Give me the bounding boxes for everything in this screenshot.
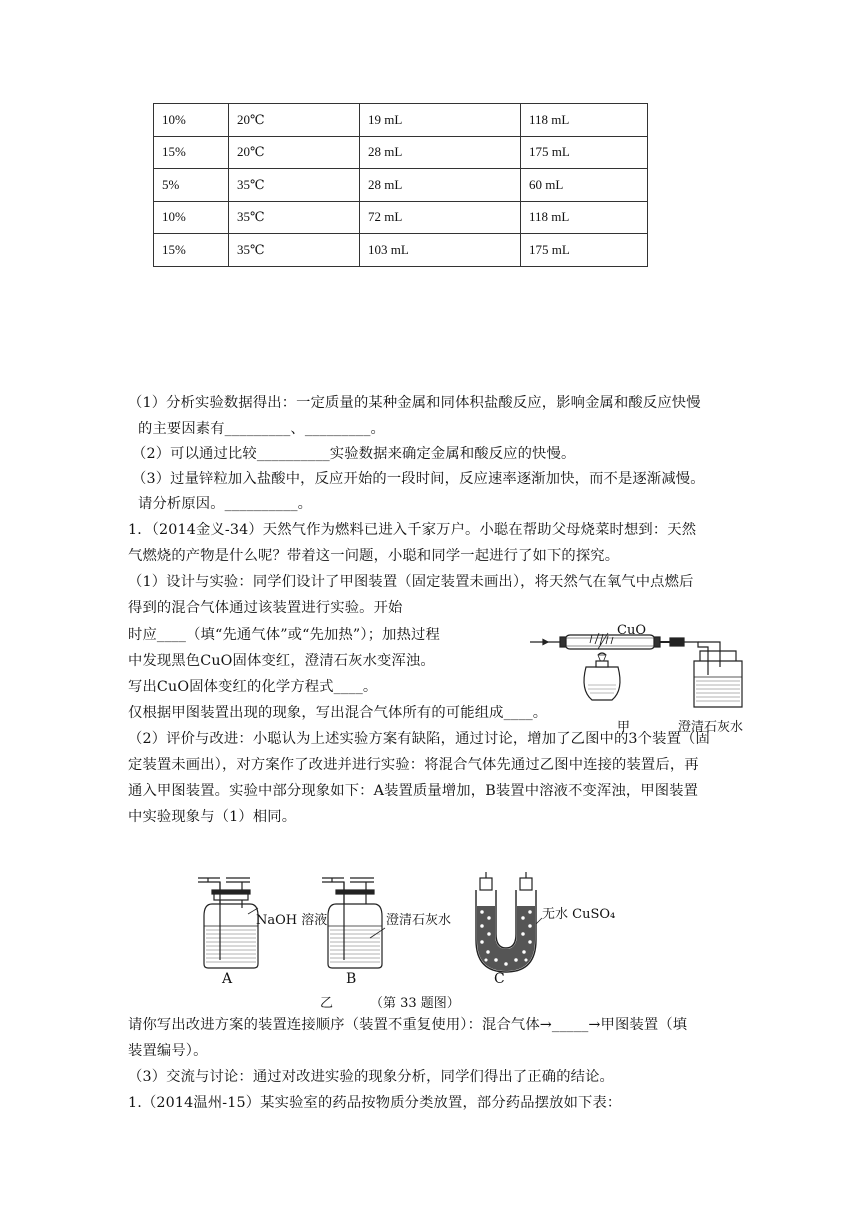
cuso4-label: 无水 CuSO₄ bbox=[542, 907, 616, 922]
table-row bbox=[154, 136, 648, 169]
bottle-b-reagent-label: 澄清石灰水 bbox=[386, 913, 452, 928]
table-cell: 118 mL bbox=[521, 104, 648, 137]
alcohol-lamp bbox=[584, 667, 620, 700]
figure-jia-caption: 甲 bbox=[617, 720, 631, 735]
table-cell: 35℃ bbox=[229, 201, 360, 234]
table-cell: 175 mL bbox=[521, 136, 648, 169]
device-b-label: B bbox=[346, 971, 357, 987]
table-cell: 28 mL bbox=[360, 169, 521, 202]
device-a-label: A bbox=[222, 971, 233, 987]
bottle-a bbox=[198, 878, 258, 968]
device-c-label: C bbox=[494, 971, 505, 987]
question-heading: 1．（2014金义-34）天然气作为燃料已进入千家万户。小聪在帮助父母烧菜时想到：天然 bbox=[128, 522, 697, 538]
table-cell: 118 mL bbox=[521, 201, 648, 234]
paragraph-line: 仅根据甲图装置出现的现象，写出混合气体所有的可能组成____。 bbox=[128, 705, 548, 721]
table-cell: 72 mL bbox=[360, 201, 521, 234]
inlet-arrow-head bbox=[543, 640, 548, 645]
paragraph-line: （3）交流与讨论：通过对改进实验的现象分析，同学们得出了正确的结论。 bbox=[128, 1069, 614, 1085]
table-cell: 20℃ bbox=[229, 136, 360, 169]
paragraph-line: （1）设计与实验：同学们设计了甲图装置（固定装置未画出），将天然气在氧气中点燃后 bbox=[128, 574, 694, 590]
paragraph-line: 装置编号）。 bbox=[128, 1043, 208, 1059]
table-cell: 15% bbox=[154, 234, 229, 267]
paragraph-line: 请分析原因。__________。 bbox=[138, 496, 313, 512]
paragraph-line: 得到的混合气体通过该装置进行实验。开始 bbox=[128, 600, 403, 616]
table-row bbox=[154, 169, 648, 202]
paragraph-line: 气燃烧的产物是什么呢？带着这一问题，小聪和同学一起进行了如下的探究。 bbox=[128, 548, 620, 564]
lime-water-label: 澄清石灰水 bbox=[678, 720, 744, 735]
table-cell: 10% bbox=[154, 104, 229, 137]
paragraph-line: （2）评价与改进：小聪认为上述实验方案有缺陷，通过讨论，增加了乙图中的3个装置（固 bbox=[128, 731, 710, 747]
paragraph-line: （1）分析实验数据得出：一定质量的某种金属和同体积盐酸反应，影响金属和酸反应快慢 bbox=[128, 395, 701, 411]
bottle-b bbox=[322, 878, 385, 968]
figure-number-caption: （第 33 题图） bbox=[370, 996, 460, 1011]
table-cell: 103 mL bbox=[360, 234, 521, 267]
table-cell: 19 mL bbox=[360, 104, 521, 137]
paragraph-line: （2）可以通过比较__________实验数据来确定金属和酸反应的快慢。 bbox=[132, 446, 576, 462]
paragraph-line: 时应____（填“先通气体”或“先加热”）；加热过程 bbox=[128, 627, 440, 643]
paragraph-line: 请你写出改进方案的装置连接顺序（装置不重复使用）：混合气体→_____→甲图装置（填 bbox=[128, 1017, 688, 1033]
paragraph-line: 中发现黑色CuO固体变红，澄清石灰水变浑浊。 bbox=[128, 653, 435, 669]
table-cell: 60 mL bbox=[521, 169, 648, 202]
table-row bbox=[154, 201, 648, 234]
table-cell: 35℃ bbox=[229, 169, 360, 202]
table-cell: 5% bbox=[154, 169, 229, 202]
table-cell: 20℃ bbox=[229, 104, 360, 137]
figure-yi-caption: 乙 bbox=[320, 996, 334, 1011]
paragraph-line: 通入甲图装置。实验中部分现象如下：A装置质量增加，B装置中溶液不变浑浊，甲图装置 bbox=[128, 783, 699, 799]
data-table bbox=[153, 103, 648, 267]
naoh-label: NaOH 溶液 bbox=[256, 913, 328, 928]
paragraph-line: 定装置未画出），对方案作了改进并进行实验：将混合气体先通过乙图中连接的装置后，再 bbox=[128, 757, 699, 773]
table-row bbox=[154, 234, 648, 267]
paragraph-line: 中实验现象与（1）相同。 bbox=[128, 809, 297, 825]
table-row bbox=[154, 104, 648, 137]
paragraph-line: 的主要因素有_________、_________。 bbox=[138, 421, 385, 437]
table-cell: 28 mL bbox=[360, 136, 521, 169]
paragraph-line: 写出CuO固体变红的化学方程式____。 bbox=[128, 679, 378, 695]
paragraph-line: （3）过量锌粒加入盐酸中，反应开始的一段时间，反应速率逐渐加快，而不是逐渐减慢。 bbox=[132, 471, 705, 487]
table-cell: 15% bbox=[154, 136, 229, 169]
figure-yi-apparatus bbox=[190, 868, 616, 993]
figure-jia-apparatus bbox=[520, 625, 760, 710]
table-cell: 10% bbox=[154, 201, 229, 234]
table-cell: 35℃ bbox=[229, 234, 360, 267]
table-cell: 175 mL bbox=[521, 234, 648, 267]
cuo-label: CuO bbox=[617, 623, 646, 638]
question-heading: 1.（2014温州-15）某实验室的药品按物质分类放置，部分药品摆放如下表： bbox=[128, 1095, 622, 1111]
u-tube-c bbox=[476, 872, 542, 972]
lime-water-bottle bbox=[694, 661, 742, 707]
